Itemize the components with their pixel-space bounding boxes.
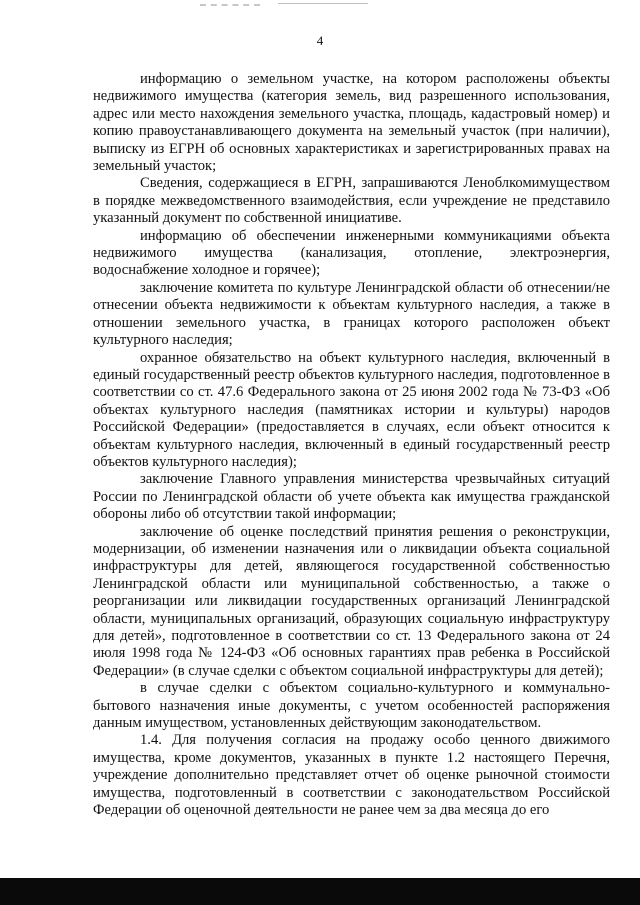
paragraph-emergency-ministry-conclusion: заключение Главного управления министерства чрезвычайных ситуаций России по Ленинградской области об учете объекта как имущества гражданской обороны либо об отсутствии такой информации; [93,471,610,523]
page-number: 4 [316,33,324,48]
scan-artifact-top [200,4,260,8]
paragraph-land-plot-info: информацию о земельном участке, на котором расположены объекты недвижимого имущества (категория земель, вид разрешенного использования, адрес или место нахождения земельного участка, площадь, кадастровый номер) и копию правоустанавливающего документа на земельный участок (при наличии), выписку из ЕГРН об основных характеристиках и зарегистрированных правах на земельный участок; [93,71,610,175]
paragraph-egrn-info: Сведения, содержащиеся в ЕГРН, запрашиваются Леноблкомимуществом в порядке межведомственного взаимодействия, если учреждение не представило указанный документ по собственной инициативе. [93,175,610,227]
scan-artifact-line [278,3,368,4]
scan-bottom-border [0,878,640,905]
paragraph-protection-obligation: охранное обязательство на объект культурного наследия, включенный в единый государственный реестр объектов культурного наследия, подготовленное в соответствии со ст. 47.6 Федерального закона от 25 июня 2002 года № 73-ФЗ «Об объектах культурного наследия (памятниках истории и культуры) народов Российской Федерации» (предоставляется в случаях, если объект относится к объектам культурного наследия, включенный в единый государственный реестр объектов культурного наследия); [93,349,610,470]
paragraph-culture-committee-conclusion: заключение комитета по культуре Ленинградской области об отнесении/не отнесении объекта недвижимости к объектам культурного наследия, а также в отношении земельного участка, в границах которого расположен объект культурного наследия; [93,279,610,349]
document-body [93,71,610,819]
paragraph-utilities-info: информацию об обеспечении инженерными коммуникациями объекта недвижимого имущества (канализация, отопление, электроэнергия, водоснабжение холодное и горячее); [93,227,610,279]
paragraph-social-infrastructure-conclusion: заключение об оценке последствий принятия решения о реконструкции, модернизации, об изменении назначения или о ликвидации объекта социальной инфраструктуры для детей, являющегося государственной собственностью Ленинградской области или муниципальной собственностью, а также о реорганизации или ликвидации государственных организаций Ленинградской области, муниципальных организаций, образующих социальную инфраструктуру для детей», подготовленное в соответствии со ст. 13 Федерального закона от 24 июля 1998 года № 124-ФЗ «Об основных гарантиях прав ребенка в Российской Федерации» (в случае сделки с объектом социальной инфраструктуры для детей); [93,523,610,679]
paragraph-other-documents: в случае сделки с объектом социально-культурного и коммунально-бытового назначения иные документы, с учетом особенностей распоряжения данным имуществом, установленных действующим законодательством. [93,680,610,732]
paragraph-section-1-4: 1.4. Для получения согласия на продажу особо ценного движимого имущества, кроме документов, указанных в пункте 1.2 настоящего Перечня, учреждение дополнительно представляет отчет об оценке рыночной стоимости имущества, подготовленный в соответствии с законодательством Российской Федерации об оценочной деятельности не ранее чем за два месяца до его [93,732,610,819]
